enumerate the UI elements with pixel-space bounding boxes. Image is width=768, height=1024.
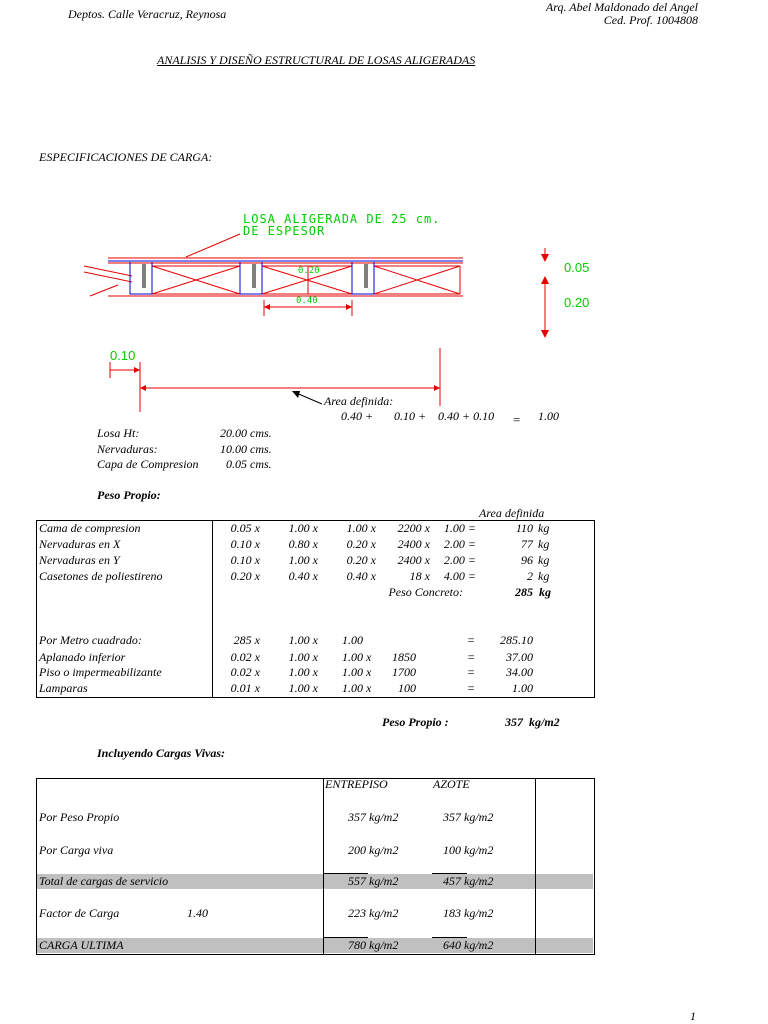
area-eq-3: 0.40 + 0.10 <box>438 409 495 423</box>
col-azote: AZOTE <box>433 777 470 791</box>
row-value: 2 <box>527 569 533 583</box>
factor-d: 1850 <box>392 650 416 664</box>
peso-propio-title: Peso Propio: <box>97 488 161 502</box>
entrepiso-unit: kg/m2 <box>369 938 399 952</box>
azote-unit: kg/m2 <box>464 906 494 920</box>
row-label: Aplanado inferior <box>39 650 126 664</box>
factor-d: 2200 x <box>397 521 430 535</box>
row-label: Por Metro cuadrado: <box>39 633 142 647</box>
entrepiso-unit: kg/m2 <box>369 906 399 920</box>
row-value: 110 <box>515 521 533 535</box>
row-value: 37.00 <box>506 650 533 664</box>
row-label: CARGA ULTIMA <box>39 938 124 952</box>
factor-b: 0.40 x <box>288 569 318 583</box>
row-value: 34.00 <box>506 665 533 679</box>
row-label: Lamparas <box>39 681 88 695</box>
factor-b: 1.00 x <box>288 681 318 695</box>
azote-unit: kg/m2 <box>464 874 494 888</box>
entrepiso-value: 200 <box>348 843 366 857</box>
equals-sign: = <box>467 633 476 647</box>
azote-unit: kg/m2 <box>464 938 494 952</box>
entrepiso-value: 223 <box>348 906 366 920</box>
spec-label: Losa Ht: <box>97 426 140 440</box>
azote-value: 183 <box>443 906 461 920</box>
azote-value: 357 <box>443 810 461 824</box>
dim-inner-1: 0.20 <box>298 266 320 276</box>
factor-c: 1.00 <box>342 633 363 647</box>
factor-a: 285 x <box>233 633 260 647</box>
factor-a: 0.05 x <box>230 521 260 535</box>
spec-label: Nervaduras: <box>97 442 158 456</box>
row-unit: kg <box>538 569 550 583</box>
factor-b: 1.00 x <box>288 633 318 647</box>
factor-a: 0.10 x <box>230 553 260 567</box>
entrepiso-unit: kg/m2 <box>369 810 399 824</box>
area-label: Area definida: <box>324 394 394 408</box>
factor-b: 1.00 x <box>288 650 318 664</box>
entrepiso-unit: kg/m2 <box>369 843 399 857</box>
entrepiso-value: 557 <box>348 874 366 888</box>
entrepiso-value: 357 <box>348 810 366 824</box>
factor-d: 18 x <box>409 569 430 583</box>
dim-right-bottom: 0.20 <box>564 295 590 310</box>
row-label: Piso o impermeabilizante <box>39 665 162 679</box>
row-unit: kg <box>538 553 550 567</box>
spec-value: 0.05 cms. <box>226 457 272 471</box>
row-label: Nervaduras en X <box>39 537 121 551</box>
entrepiso-value: 780 <box>348 938 366 952</box>
row-label: Nervaduras en Y <box>39 553 120 567</box>
row-label: Cama de compresion <box>39 521 141 535</box>
area-eq-sign: = <box>513 412 521 427</box>
document-title: ANALISIS Y DISEÑO ESTRUCTURAL DE LOSAS ALIGERADAS <box>157 53 476 67</box>
peso-propio-total-label: Peso Propio : <box>382 715 449 729</box>
dim-left: 0.10 <box>110 348 136 363</box>
azote-value: 100 <box>443 843 461 857</box>
row-label: Por Carga viva <box>39 843 114 857</box>
drawing-label-line1: LOSA ALIGERADA DE 25 cm. <box>243 212 441 226</box>
section-title: ESPECIFICACIONES DE CARGA: <box>39 150 213 164</box>
row-label: Casetones de poliestireno <box>39 569 163 583</box>
cargas-vivas-title: Incluyendo Cargas Vivas: <box>97 746 226 760</box>
area-header: Area definida <box>479 506 545 520</box>
peso-concreto-unit: kg <box>539 585 551 599</box>
factor-c: 0.20 x <box>346 537 376 551</box>
row-value: 96 <box>521 553 533 567</box>
dim-inner-2: 0.40 <box>296 296 318 306</box>
azote-value: 640 <box>443 938 461 952</box>
factor-a: 0.02 x <box>230 650 260 664</box>
peso-propio-total-value: 357 <box>505 715 523 729</box>
factor-c: 0.20 x <box>346 553 376 567</box>
factor-e: 2.00 = <box>443 553 476 567</box>
factor-c: 0.40 x <box>346 569 376 583</box>
area-eq-2: 0.10 + <box>394 409 427 423</box>
factor-a: 0.10 x <box>230 537 260 551</box>
factor-e: 4.00 = <box>443 569 476 583</box>
col-entrepiso: ENTREPISO <box>325 777 388 791</box>
area-eq-1: 0.40 + <box>341 409 374 423</box>
dim-right-top: 0.05 <box>564 260 590 275</box>
project-name: Deptos. Calle Veracruz, Reynosa <box>68 7 227 21</box>
row-value: 77 <box>521 537 533 551</box>
architect-name: Arq. Abel Maldonado del Angel <box>545 0 698 14</box>
equals-sign: = <box>467 681 476 695</box>
row-label: Por Peso Propio <box>39 810 120 824</box>
factor-c: 1.00 x <box>342 665 372 679</box>
factor-b: 1.00 x <box>288 665 318 679</box>
factor-b: 1.00 x <box>288 553 318 567</box>
spec-label: Capa de Compresion <box>97 457 199 471</box>
factor-e: 2.00 = <box>443 537 476 551</box>
factor-c: 1.00 x <box>342 650 372 664</box>
equals-sign: = <box>467 665 476 679</box>
factor-c: 1.00 x <box>342 681 372 695</box>
factor-a: 0.01 x <box>230 681 260 695</box>
spec-value: 10.00 cms. <box>220 442 272 456</box>
factor-c: 1.00 x <box>346 521 376 535</box>
factor-d: 2400 x <box>397 553 430 567</box>
row-value: 1.00 <box>512 681 533 695</box>
area-eq-total: 1.00 <box>538 409 559 423</box>
factor-b: 1.00 x <box>288 521 318 535</box>
azote-unit: kg/m2 <box>464 810 494 824</box>
row-unit: kg <box>538 521 550 535</box>
peso-concreto-value: 285 <box>515 585 533 599</box>
factor-d: 1700 <box>392 665 416 679</box>
peso-propio-total-unit: kg/m2 <box>529 715 560 729</box>
equals-sign: = <box>467 650 476 664</box>
row-label: Total de cargas de servicio <box>39 874 169 888</box>
factor-d: 2400 x <box>397 537 430 551</box>
row-label: Factor de Carga <box>39 906 120 920</box>
azote-value: 457 <box>443 874 461 888</box>
page-number: 1 <box>690 1009 696 1023</box>
spec-value: 20.00 cms. <box>220 426 272 440</box>
azote-unit: kg/m2 <box>464 843 494 857</box>
entrepiso-unit: kg/m2 <box>369 874 399 888</box>
drawing-label-line2: DE ESPESOR <box>243 224 326 238</box>
factor-a: 0.02 x <box>230 665 260 679</box>
row-unit: kg <box>538 537 550 551</box>
factor-a: 0.20 x <box>230 569 260 583</box>
row-extra: 1.40 <box>187 906 208 920</box>
factor-e: 1.00 = <box>443 521 476 535</box>
factor-b: 0.80 x <box>288 537 318 551</box>
peso-concreto-label: Peso Concreto: <box>388 585 463 599</box>
row-value: 285.10 <box>500 633 533 647</box>
factor-d: 100 <box>398 681 416 695</box>
license-number: Ced. Prof. 1004808 <box>603 13 698 27</box>
